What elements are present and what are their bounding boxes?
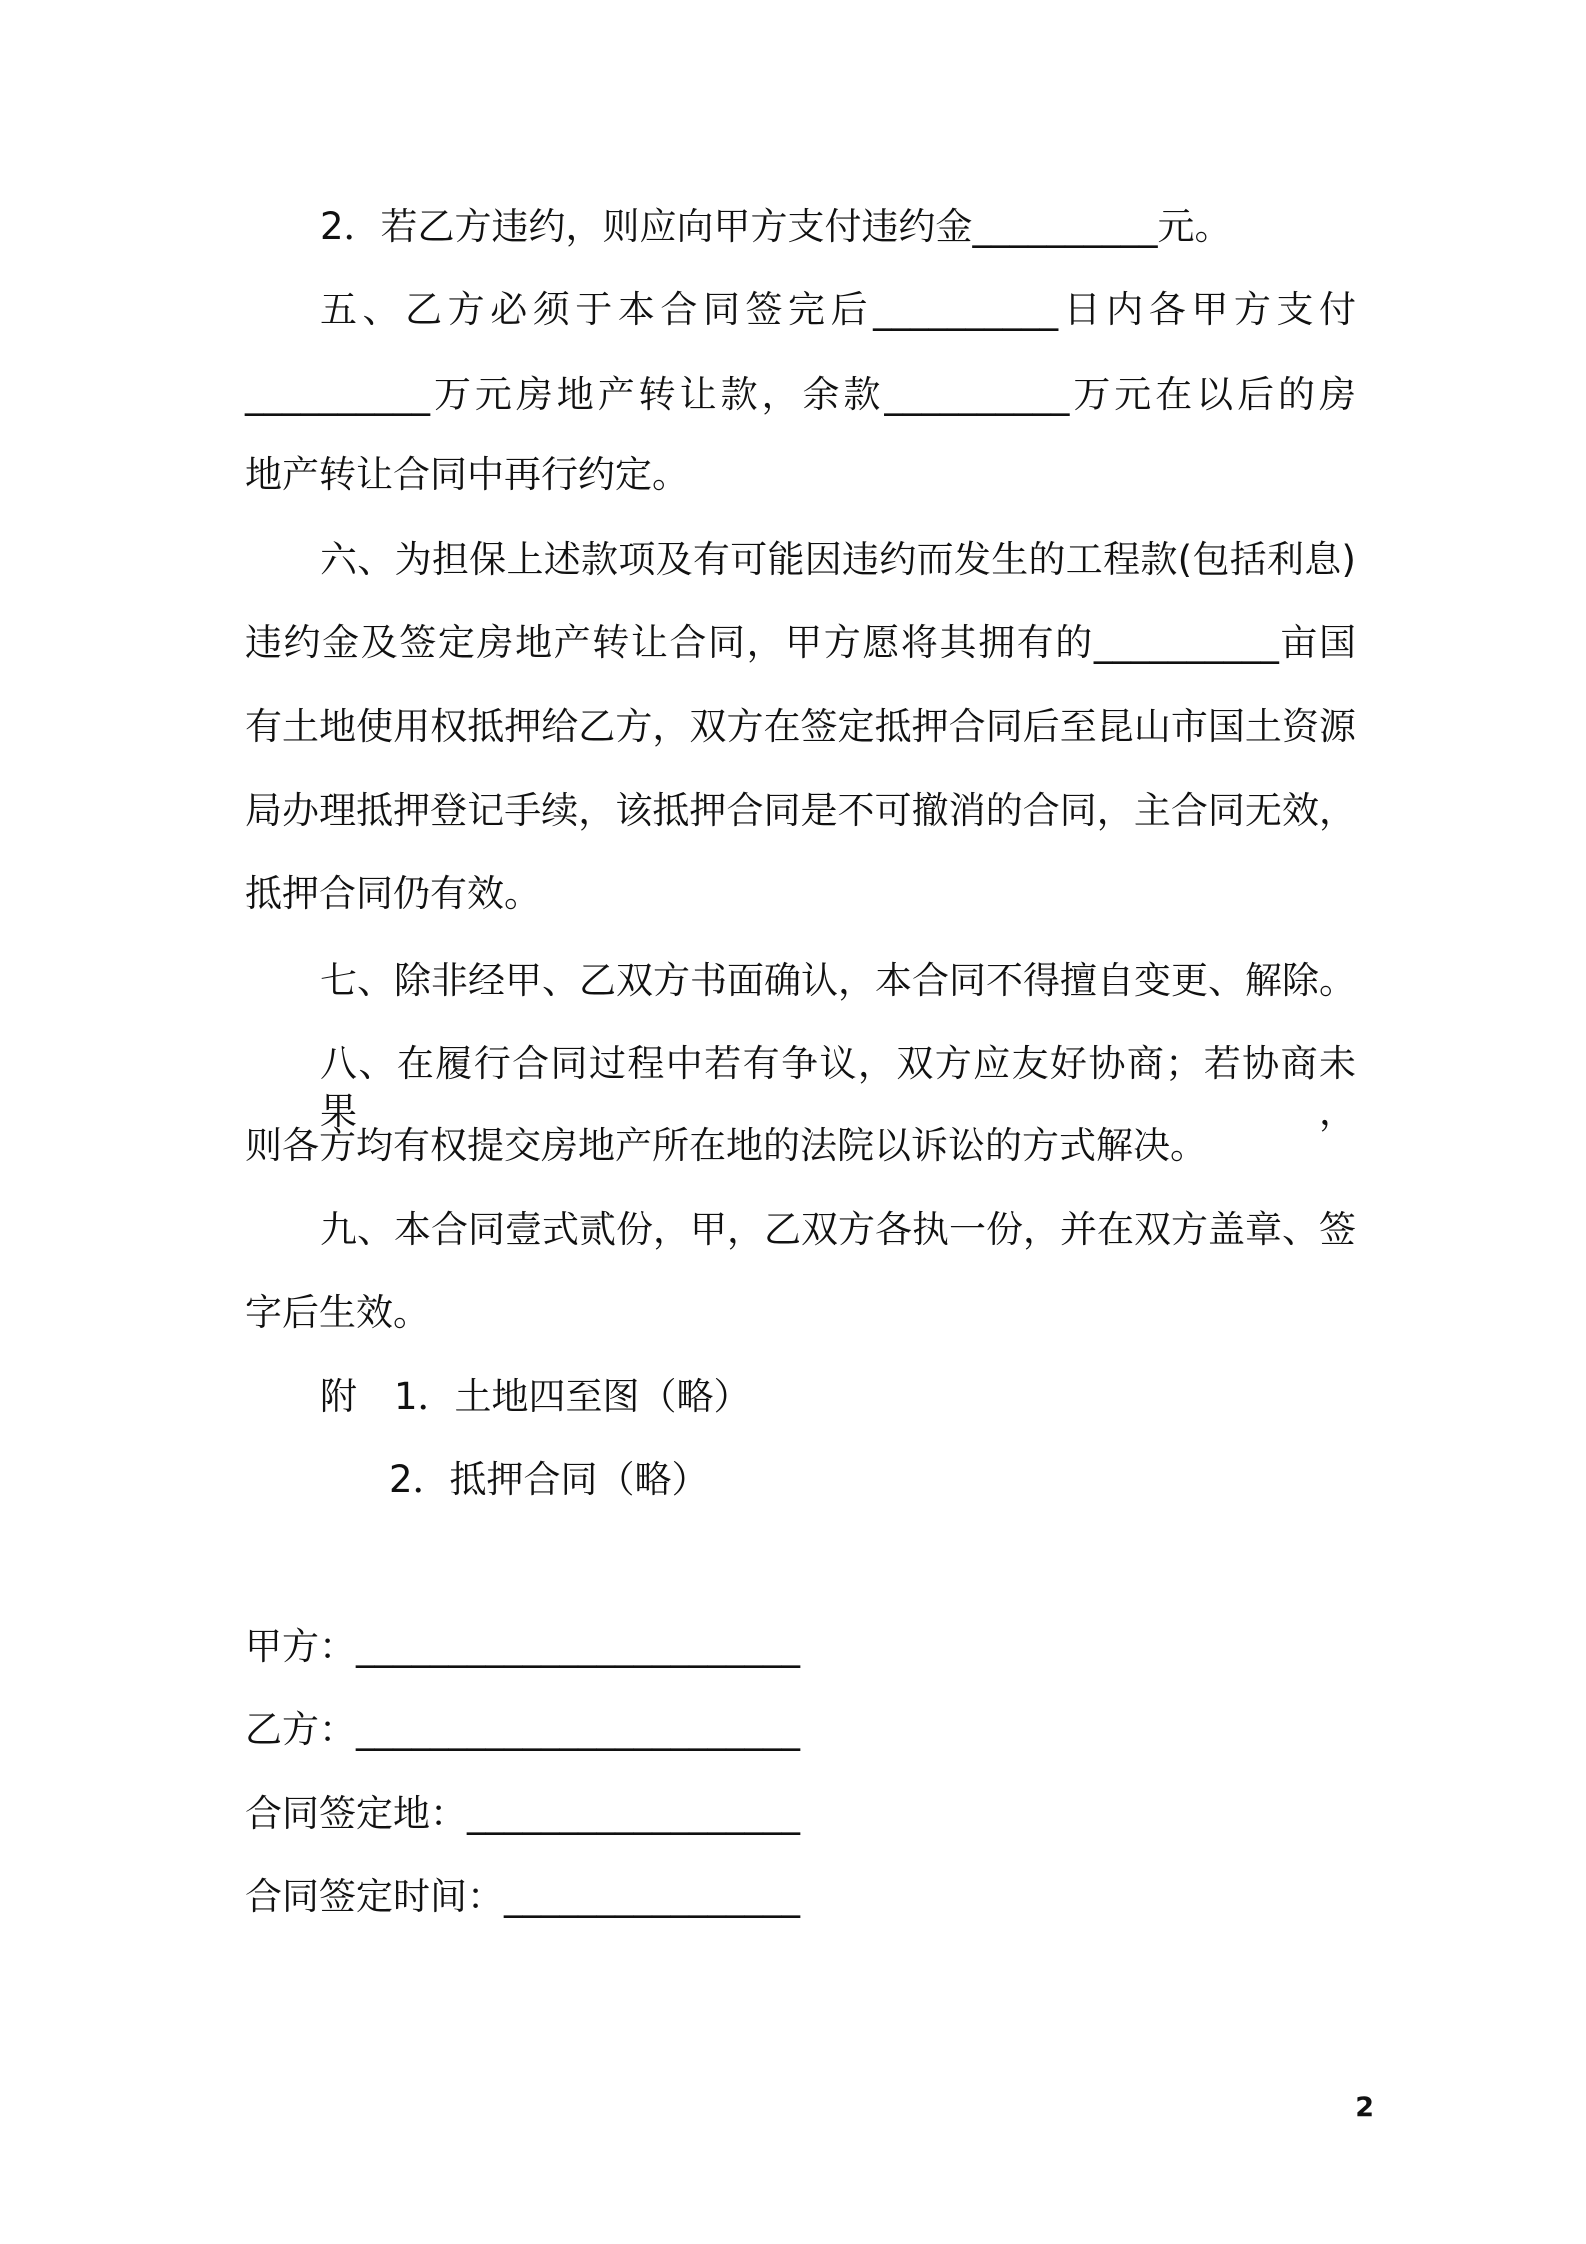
appendix-line-1: 附 1．土地四至图（略） <box>320 1375 751 1418</box>
signing-time: 合同签定时间：________________ <box>245 1875 800 1918</box>
clause-6-line-2: 违约金及签定房地产转让合同，甲方愿将其拥有的__________亩国 <box>245 621 1356 664</box>
clause-5-line-2: __________万元房地产转让款，余款__________万元在以后的房 <box>245 373 1356 416</box>
page-number: 2 <box>1355 2092 1374 2123</box>
clause-4-2-line: 2．若乙方违约，则应向甲方支付违约金__________元。 <box>320 205 1232 248</box>
clause-8-line-1: 八、在履行合同过程中若有争议，双方应友好协商；若协商未果， <box>320 1042 1356 1133</box>
clause-9-line-2: 字后生效。 <box>245 1291 430 1334</box>
party-a-signature: 甲方：________________________ <box>245 1625 800 1668</box>
clause-6-line-3: 有土地使用权抵押给乙方，双方在签定抵押合同后至昆山市国土资源 <box>245 705 1356 748</box>
signing-place: 合同签定地：__________________ <box>245 1792 800 1835</box>
party-b-signature: 乙方：________________________ <box>245 1708 800 1751</box>
appendix-line-2: 2．抵押合同（略） <box>389 1458 709 1501</box>
clause-9-line-1: 九、本合同壹式贰份，甲，乙双方各执一份，并在双方盖章、签 <box>320 1208 1356 1251</box>
clause-5-line-1: 五、乙方必须于本合同签完后__________日内各甲方支付 <box>320 288 1356 331</box>
clause-6-line-4: 局办理抵押登记手续，该抵押合同是不可撤消的合同，主合同无效， <box>245 789 1356 832</box>
clause-6-line-5: 抵押合同仍有效。 <box>245 872 541 915</box>
clause-5-line-3: 地产转让合同中再行约定。 <box>245 453 689 496</box>
clause-7-line: 七、除非经甲、乙双方书面确认，本合同不得擅自变更、解除。 <box>320 959 1356 1002</box>
clause-6-line-1: 六、为担保上述款项及有可能因违约而发生的工程款(包括利息) <box>320 538 1356 581</box>
clause-8-line-2: 则各方均有权提交房地产所在地的法院以诉讼的方式解决。 <box>245 1124 1207 1167</box>
